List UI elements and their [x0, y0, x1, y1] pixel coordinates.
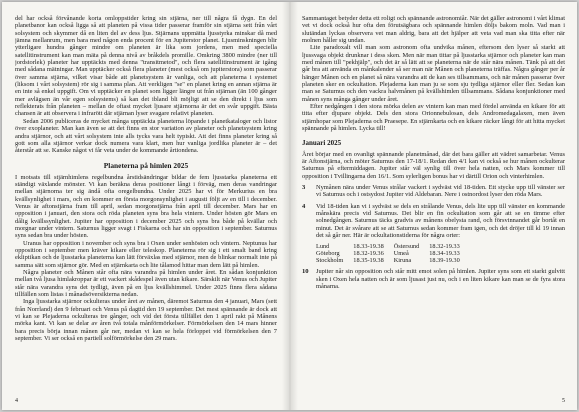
section-heading-planets: Planeterna på himlen 2025: [103, 160, 189, 170]
table-cell: 18.39-19.30: [429, 257, 460, 265]
table-cell: 18.32-19.33: [429, 243, 460, 251]
table-row: [316, 250, 470, 257]
calendar-item-text: Vid 18-tiden kan vi i sydväst se dels en strålande Venus, dels lite upp till vänster en kommande månskära precis vid Saturnus. Det blir en fin ockultation som går att se en timme efter solnedgången. Saturnus täcks gradvis av månens obelysta rand, och försvinnandet går bortåt en minut. Det är svårare att se att Saturnus sedan kommer fram igen, och det dröjer till kl 19 innan det så går ner. Här är ockultationstiderna för några orter:: [316, 202, 565, 239]
calendar-item: [302, 268, 565, 290]
calendar-item: [302, 184, 565, 199]
calendar-item-number: 10: [302, 268, 309, 276]
right-intro-paragraph-2: Lite paradoxalt vill man som astronom ofta undvika månen, eftersom den lyser så starkt att ljussvaga objekt drunknar i dess sken. Men när man tittar på ljusstarka stjärnor och planeter kan man med månen till "pekhjälp", och det är så lätt att se planeterna när de står nära månen. Tänk på att det går bra att använda en månkalender så ser man när Månen och planeterna träffas. Några gånger per år hänger Månen och en planet så nära varandra att de kan ses tillsammans, och när månen passerar över planeten sker en ockultation. Plejaderna kan man ju se som sju tydliga stjärnor eller fler. Sedan kan man se Saturnus och den vackra halvmånen på kvällshimlen tillsammans. Sådana konjunktioner med månen syns många gånger under året.: [302, 44, 565, 103]
page-number-right: 5: [562, 398, 565, 404]
right-intro-paragraph-1: Sammantaget betyder detta ett roligt och spännande astronomiår. När det gäller astronomi i vårt klimat vet vi dock också hur ofta den förutsägbara och spännande himlen döljs bakom moln. Vad man i slutändan lyckas observera vet man aldrig, bara att det hjälper att veta vad man ska titta efter när molnen håller sig undan.: [302, 15, 565, 45]
table-cell: Umeå: [393, 250, 409, 258]
section-heading-january: Januari 2025: [302, 138, 342, 147]
left-column: [15, 15, 277, 394]
calendar-item-text: Jupiter når sin opposition och står mitt emot solen på himlen. Jupiter syns som ett starkt gulvitt sken i Oxen hela natten och är som ljusast just nu, och i en liten kikare kan man se de fyra stora månarna.: [316, 268, 565, 290]
table-cell: Lund: [316, 243, 330, 251]
table-cell: 18.32-19.36: [353, 250, 384, 258]
occultation-times-table: [316, 243, 470, 264]
calendar-item-number: 3: [302, 183, 306, 191]
calendar-item-text: Nymånen nära under Venus strålar vackert i sydväst vid 18-tiden. Ett stycke upp till vänster ser vi Saturnus och i ostsydost Jupiter vid Aldebaran. Nere i ostnordost lyser den röda Mars.: [316, 183, 565, 199]
table-cell: Göteborg: [316, 250, 340, 258]
right-intro-paragraph-3: Efter nedgången i den stora mörka delen av vintern kan man med fördel använda en kikare för att titta efter djupare objekt. Dels den stora Orionnebulosan, dels Andromedagalaxen, men även stjärnhopar som Plejaderna och Praesepe. En stjärnkarta och en kikare räcker långt för att hitta mycket spännande på himlen. Lycka till!: [302, 103, 565, 133]
table-cell: 18.34-19.33: [429, 250, 460, 258]
table-row: [316, 243, 470, 250]
planets-paragraph-2: Uranus har opposition i november och syns bra i Oxen under senhösten och vintern. Neptunus har opposition i september men kräver kikare eller teleskop. Planeterna rör sig i ett smalt band kring ekliptikan och de ljusstarka planeterna kan lätt förväxlas med stjärnor, men de blinkar normalt inte på samma sätt som stjärnor gör. Med en stjärnkarta och lite tålamod hittar man dem lätt på himlen.: [15, 239, 277, 269]
page-number-left: 4: [15, 398, 18, 404]
calendar-item-number: 4: [302, 202, 306, 210]
january-intro: Året börjar med en ovanligt spännande planetmånad, där det bara gäller att vädret samarbetar. Venus är Aftonstjärna, och möter Saturnus den 17-18/1. Redan den 4/1 kan vi också se hur månen ockulterar Saturnus på eftermiddagen. Jupiter står väl synlig till över hela natten, och Mars kommer till opposition i Tvillingarna den 16/1. Som sylerligen bonus har vi därtill Orion och vinterhimlen.: [302, 150, 565, 180]
table-cell: Östersund: [393, 243, 420, 251]
right-column: [302, 15, 565, 394]
left-intro-paragraph-2: Sedan 2006 publiceras de mycket många upptäckta planeterna löpande i planetkataloger och listor över exoplaneter. Man kan även se att det finns en stor variation av planeter och planetsystem kring andra stjärnor, och att vårt solsystem inte alls tycks vara helt typiskt. Att det finns planeter kring så gott som alla stjärnor verkar dock numera vara klart, men hur vanliga jordlika planeter är – det återstår att se. Kanske något vi får veta under de kommande årtiondena.: [15, 117, 277, 155]
table-cell: Kiruna: [393, 257, 412, 265]
left-intro-paragraph-1: del har också förvånande korta omloppstider kring sin stjärna, ner till några få dygn. En del planetbanor kan också ligga så att planeten på vissa tider passerar framför sin stjärna sett från vårt solsystem och skymmer då en liten del av dess ljus. Stjärnans uppmätta ljusstyrka minskar då med jämna mellanrum, men bara med någon enda procent för en Jupiterstor planet. Ljusminskningen blir ytterligare hundra gånger mindre om planeten är lika som jordens, men med speciella satellitinstrument kan man mäta på denna nivå av bråkdels promille. Omkring 3800 mindre (ner till jordstorlek) planeter har upptäckts med denna "transitmetod", och flera satellitinstrument är igång med sådana mätningar. Man upptäcker också flera planeter (mest också om jupiterstora) som passerar över samma stjärna, vilket visar både att planetsystem är vanliga, och att planeterna i systemet (liksom i vårt solsystem) rör sig i samma plan. Att verkligen "se" en planet kring en annan stjärna är en inte så enkel uppgift. Om vi upptäcker en planet som ligger längre ut från stjärnan (än 100 gånger mer avlägsen än vår egen solsystems) så kan det ibland bli möjligt att se den direkt i ljus som reflekterats från planeten – mellan de oftast mycket ljusare stjärnorna är det en svår uppgift. Bästa chansen är att observera i infrarött där stjärnan lyser svagare relativt planeten.: [15, 15, 277, 118]
calendar-item: [302, 203, 565, 240]
table-row: [316, 257, 470, 264]
book-spread: [2, 2, 577, 410]
planets-paragraph-1: I motsats till stjärnhimlens regelbundna årstidsändringar bildar de fem ljusstarka planeterna ett ständigt växlande mönster. Vi kan beräkna deras positioner långt i förväg, men deras vandringar mellan stjärnorna ter sig ändå ofta oregelbundna. Under 2025 har vi för Merkurius en bra kvällsynlighet i mars, och en kommer en första morgonsynlighet i augusti följt av en till i december. Venus är aftonstjärna fram till april, sedan morgonstjärna från april till december. Mars har en opposition i januari, den stora och röda planeten syns bra hela vintern. Under hösten gör Mars en dålig kvällssynlighet. Jupiter har opposition i december 2025 och syns bra både på kvällar och morgnar under vintern. Saturnus ligger svagt i Fiskarna och har sin opposition i september. Saturnus syns sedan bra under hösten.: [15, 173, 277, 240]
table-cell: 18.35-19.38: [353, 257, 384, 265]
right-page: [290, 2, 577, 410]
table-cell: 18.33-19.38: [353, 243, 384, 251]
left-page: [2, 2, 290, 410]
planets-paragraph-4: Inga ljusstarka stjärnor ockulteras under året av månen, däremot Saturnus den 4 januari, Mars (sett från Norrland) den 9 februari och Venus på dagtid den 19 september. Det mest spännande är dock att vi kan se Plejaderna ockulteras tre gånger, och vid det första tillfället den 1 april rakt på Månens mörka kant. Vi kan se delar av åren två totala månförmörkelser. Förmörkelsen den 14 mars hinner bara precis börja innan månen går ner, medan vi kan se hela förloppet vid förmörkelsen den 7 september. Vi ser också en partiell solförmörkelse den 29 mars.: [15, 298, 277, 343]
planets-paragraph-3: Några planeter och Månen står ofta nära varandra på himlen under året. En sådan konjunktion mellan två ljusa himlakroppar är ett vackert skådespel även utan kikare. Särskilt när Venus och Jupiter står nära varandra syns det tydligt, även på en ljus kvällshimmel. Under 2025 finns flera sådana tillfällen som listas i månadsöversikterna nedan.: [15, 269, 277, 299]
table-cell: Stockholm: [316, 257, 344, 265]
